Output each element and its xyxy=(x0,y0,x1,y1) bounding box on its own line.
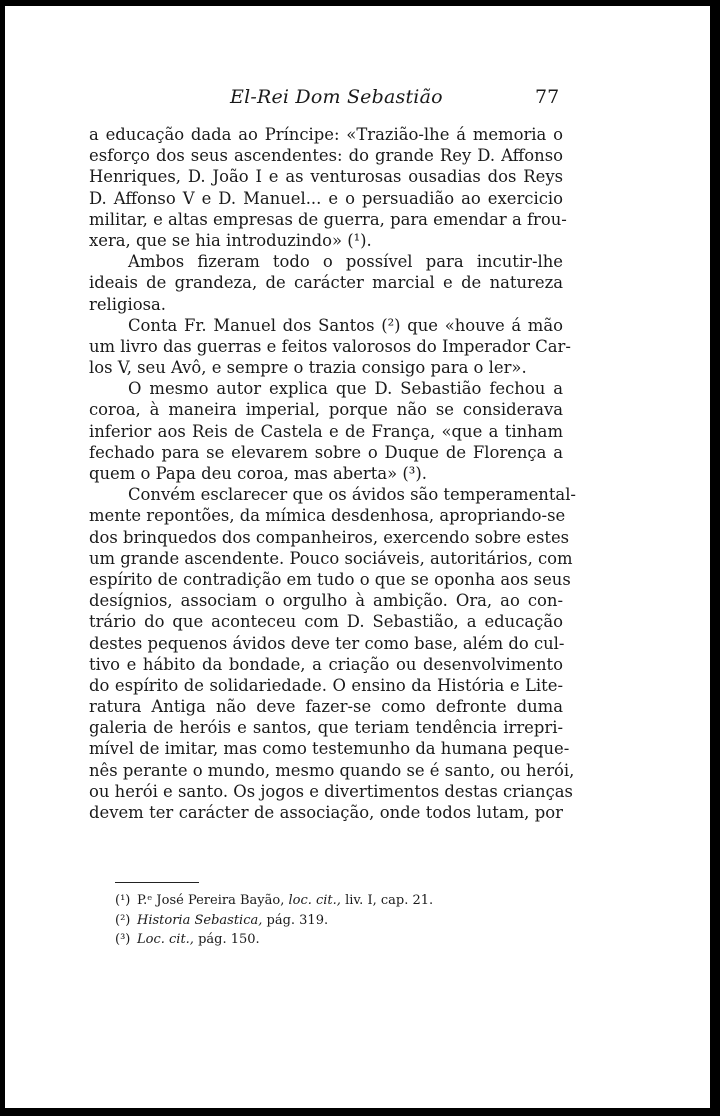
footnotes xyxy=(115,891,575,950)
text-line: do espírito de solidariedade. O ensino da História e Lite- xyxy=(89,675,563,695)
footnote-marker: (³) xyxy=(115,932,131,947)
text-line: um livro das guerras e feitos valorosos do Imperador Car- xyxy=(89,336,571,356)
text-line: devem ter carácter de associação, onde todos lutam, por xyxy=(89,803,563,822)
text-line: desígnios, associam o orgulho à ambição. Ora, ao con- xyxy=(89,591,563,611)
footnote-source: loc. cit., xyxy=(288,893,341,908)
text-line: Henriques, D. João I e as venturosas ousadias dos Reys xyxy=(89,167,563,187)
text-line: ratura Antiga não deve fazer-se como defronte duma xyxy=(89,697,563,717)
text-line: espírito de contradição em tudo o que se oponha aos seus xyxy=(89,569,571,589)
footnote-reference: liv. I, cap. 21. xyxy=(340,893,434,908)
text-line: coroa, à maneira imperial, porque não se considerava xyxy=(89,400,563,420)
text-line: religiosa. xyxy=(89,294,167,314)
text-line: galeria de heróis e santos, que teriam tendência irrepri- xyxy=(89,718,563,738)
text-line: Ambos fizeram todo o possível para incutir-lhe xyxy=(128,252,563,272)
footnote-source: Loc. cit., xyxy=(137,932,194,947)
text-line: mível de imitar, mas como testemunho da humana peque- xyxy=(89,739,570,759)
text-line: tivo e hábito da bondade, a criação ou desenvolvimento xyxy=(89,654,563,674)
text-line: trário do que aconteceu com D. Sebastião, a educação xyxy=(89,612,563,632)
text-line: Convém esclarecer que os ávidos são temperamental- xyxy=(128,485,576,505)
footnote-marker: (²) xyxy=(115,912,131,928)
text-line: militar, e altas empresas de guerra, para emendar a frou- xyxy=(89,209,567,229)
page-number: 77 xyxy=(535,86,560,108)
page-header xyxy=(5,86,710,116)
text-line: fechado para se elevarem sobre o Duque de Florença a xyxy=(89,442,563,462)
footnote-marker: (¹) xyxy=(115,893,131,908)
text-line: a educação dada ao Príncipe: «Trazião-lhe á memoria o xyxy=(89,125,563,144)
text-line: esforço dos seus ascendentes: do grande Rey D. Affonso xyxy=(89,146,563,166)
footnote-author: P.ᵉ José Pereira Bayão, xyxy=(137,893,289,908)
text-line: dos brinquedos dos companheiros, exercendo sobre estes xyxy=(89,527,570,547)
footnote-1 xyxy=(115,891,575,911)
text-line: ou herói e santo. Os jogos e divertimentos destas crianças xyxy=(89,781,573,801)
text-line: inferior aos Reis de Castela e de França, «que a tinham xyxy=(89,421,563,441)
text-line: mente repontões, da mímica desdenhosa, apropriando-se xyxy=(89,506,566,526)
text-line: D. Affonso V e D. Manuel... e o persuadião ao exercicio xyxy=(89,188,563,208)
text-line: O mesmo autor explica que D. Sebastião fechou a xyxy=(128,379,563,399)
body-text xyxy=(89,124,576,823)
footnote-reference: pág. 150. xyxy=(193,932,260,947)
text-line: destes pequenos ávidos deve ter como base, além do cul- xyxy=(89,633,565,653)
text-line: um grande ascendente. Pouco sociáveis, autoritários, com xyxy=(89,548,573,568)
text-line: quem o Papa deu coroa, mas aberta» (³). xyxy=(89,464,427,483)
footnote-reference: pág. 319. xyxy=(262,912,329,928)
footnote-source: Historia Sebastica, xyxy=(137,912,263,928)
book-page xyxy=(5,6,710,1108)
running-title: El-Rei Dom Sebastião xyxy=(230,86,443,108)
text-line: los V, seu Avô, e sempre o trazia consigo para o ler». xyxy=(89,358,527,378)
text-line: Conta Fr. Manuel dos Santos (²) que «houve á mão xyxy=(128,315,563,335)
text-line: xera, que se hia introduzindo» (¹). xyxy=(89,230,372,250)
footnote-2 xyxy=(115,911,575,931)
footnote-3 xyxy=(115,930,575,950)
text-line: nês perante o mundo, mesmo quando se é santo, ou herói, xyxy=(89,760,575,780)
text-line: ideais de grandeza, de carácter marcial e de natureza xyxy=(89,273,563,293)
footnote-rule xyxy=(115,882,199,883)
